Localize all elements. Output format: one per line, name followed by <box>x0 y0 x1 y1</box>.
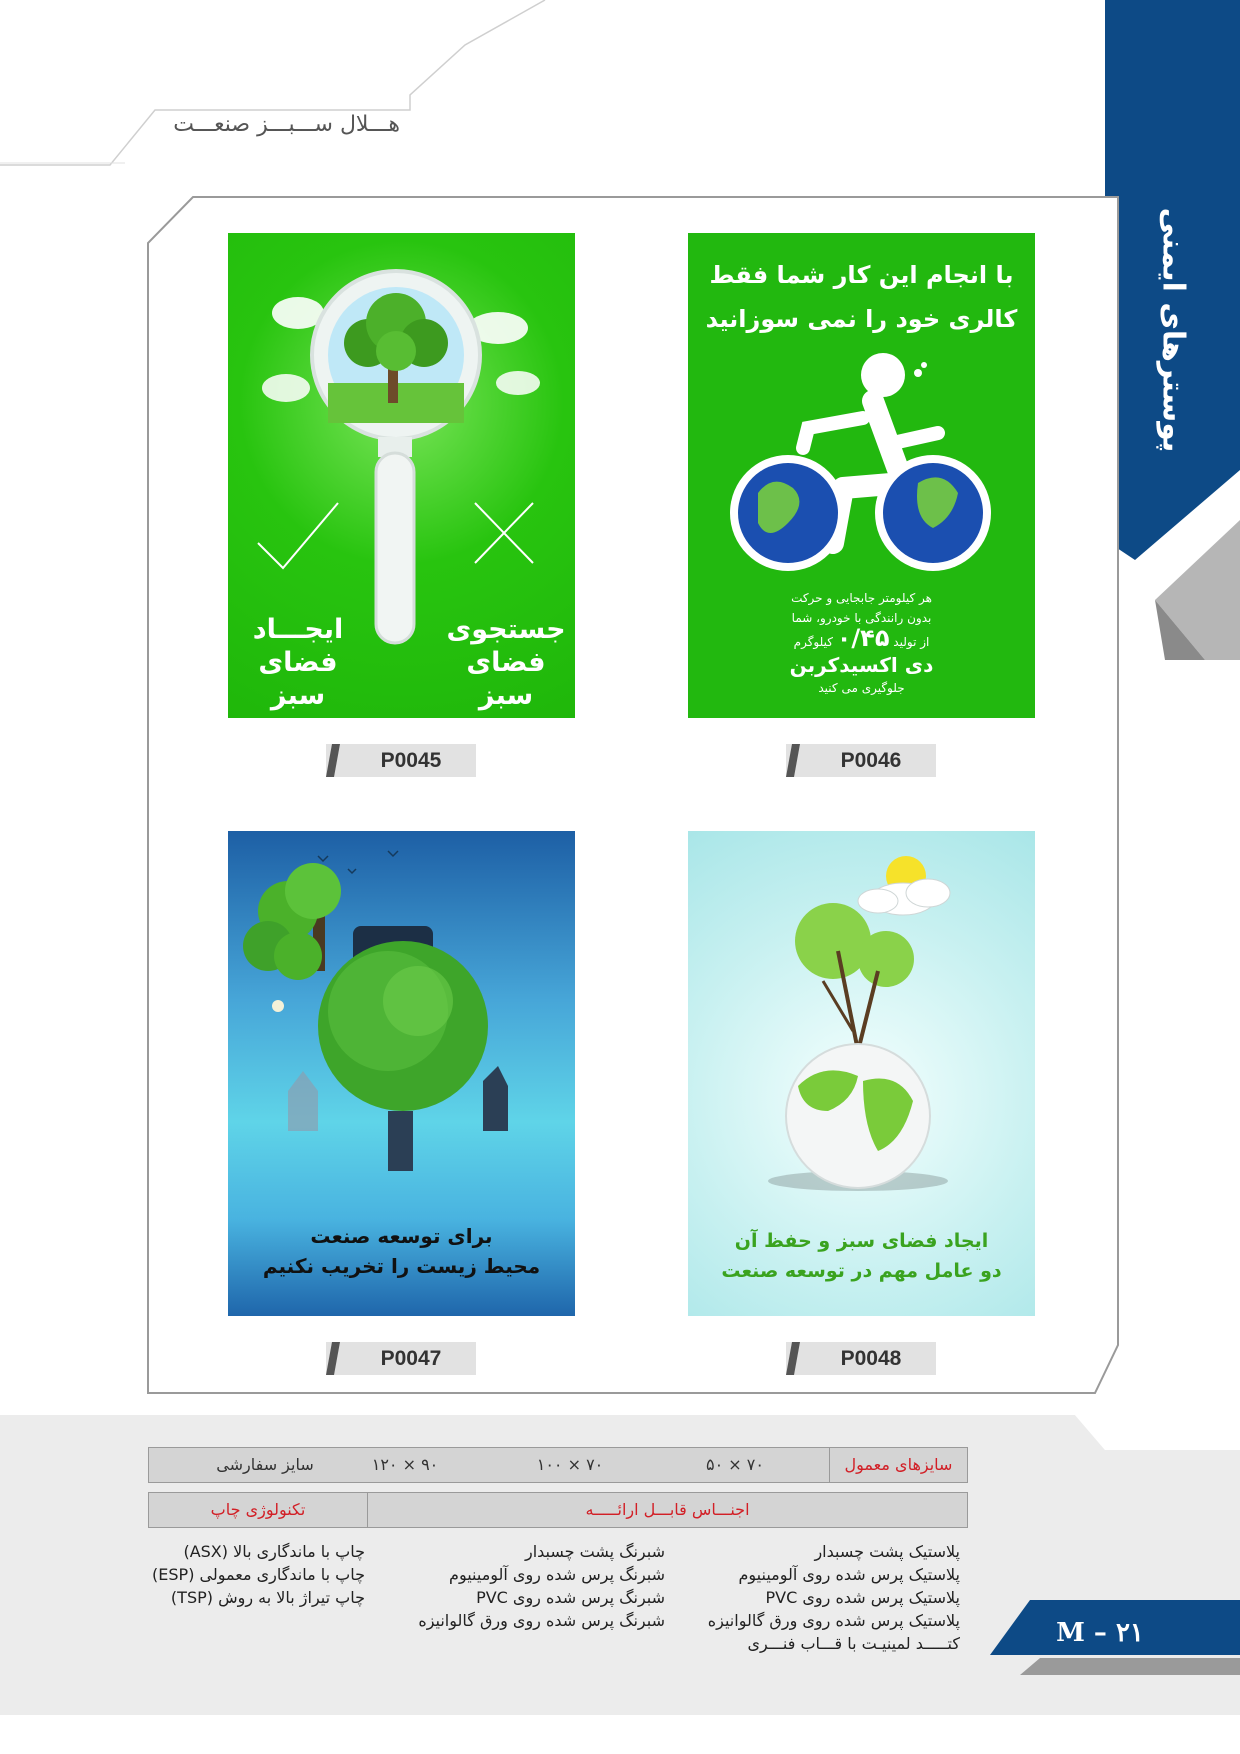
list-item: پلاستیک پشت چسبدار <box>814 1542 960 1561</box>
list-item: کتـــــد لمینیـت با قـــاب فنـــری <box>747 1634 960 1653</box>
sizes-label: سایزهای معمول <box>829 1447 968 1483</box>
list-item: پلاستیک پرس شده روی آلومینیوم <box>738 1565 960 1584</box>
size-value: ۵۰ × ۷۰ <box>706 1455 764 1474</box>
poster-p0045-left-text: ایجـــاد فضای سبز <box>252 614 344 711</box>
page-number: M – ۲۱ <box>1056 1618 1144 1648</box>
list-item: شبرنگ پرس شده روی PVC <box>476 1588 665 1607</box>
poster-p0046-body: هر کیلومتر جابجایی و حرکت بدون رانندگی با خودرو، شما از تولید ۰/۴۵ کیلوگرم دی اکسیدکربن جلوگیری می کنید <box>789 591 934 695</box>
list-item: چاپ با ماندگاری بالا (ASX) <box>183 1542 365 1561</box>
slash-mark-icon <box>326 1342 348 1375</box>
poster-p0047[interactable] <box>228 831 575 1316</box>
list-item: پلاستیک پرس شده روی ورق گالوانیزه <box>707 1611 960 1630</box>
print-tech-header: تکنولوژی چاپ <box>148 1492 368 1528</box>
size-value: ۱۲۰ × ۹۰ <box>371 1455 439 1474</box>
slash-mark-icon <box>786 1342 808 1375</box>
list-item: شبرنگ پرس شده روی آلومینیوم <box>449 1565 665 1584</box>
poster-p0046[interactable] <box>688 233 1035 718</box>
cyclist-globe-illustration <box>688 343 1035 593</box>
header-decoration <box>0 0 600 170</box>
print-tech-list <box>150 1540 365 1609</box>
materials-list-2 <box>390 1540 665 1632</box>
code-tag-p0046: P0046 <box>786 744 936 777</box>
poster-p0045[interactable] <box>228 233 575 718</box>
list-item: شبرنگ پرس شده روی ورق گالوانیزه <box>418 1611 665 1630</box>
poster-p0048[interactable] <box>688 831 1035 1316</box>
poster-p0045-right-text: جستجوی فضای سبز <box>446 614 566 711</box>
section-title: پوسترهای ایمنی <box>1155 207 1190 453</box>
poster-p0048-text: ایجاد فضای سبز و حفظ آن دو عامل مهم در توسعه صنعت <box>721 1230 1002 1282</box>
list-item: شبرنگ پشت چسبدار <box>524 1542 665 1561</box>
size-value: ۱۰۰ × ۷۰ <box>536 1455 604 1474</box>
poster-p0047-text: برای توسعه صنعت محیط زیست را تخریب نکنیم <box>262 1224 541 1278</box>
poster-p0046-headline: با انجام این کار شما فقط کالری خود را نمی سوزانید <box>705 261 1018 333</box>
slash-mark-icon <box>326 744 348 777</box>
list-item: چاپ تیراژ بالا به روش (TSP) <box>170 1588 365 1607</box>
slash-mark-icon <box>786 744 808 777</box>
code-tag-p0047: P0047 <box>326 1342 476 1375</box>
code-tag-p0045: P0045 <box>326 744 476 777</box>
custom-size: سایز سفارشی <box>216 1455 314 1474</box>
code-tag-p0048: P0048 <box>786 1342 936 1375</box>
materials-header: اجنـــاس قابـــل ارائـــــه <box>367 1492 968 1528</box>
list-item: پلاستیک پرس شده روی PVC <box>765 1588 960 1607</box>
list-item: چاپ با ماندگاری معمولی (ESP) <box>152 1565 365 1584</box>
materials-list-1 <box>680 1540 960 1655</box>
brand-name: هـــلال ســـبـــز صنعـــت <box>173 112 400 137</box>
